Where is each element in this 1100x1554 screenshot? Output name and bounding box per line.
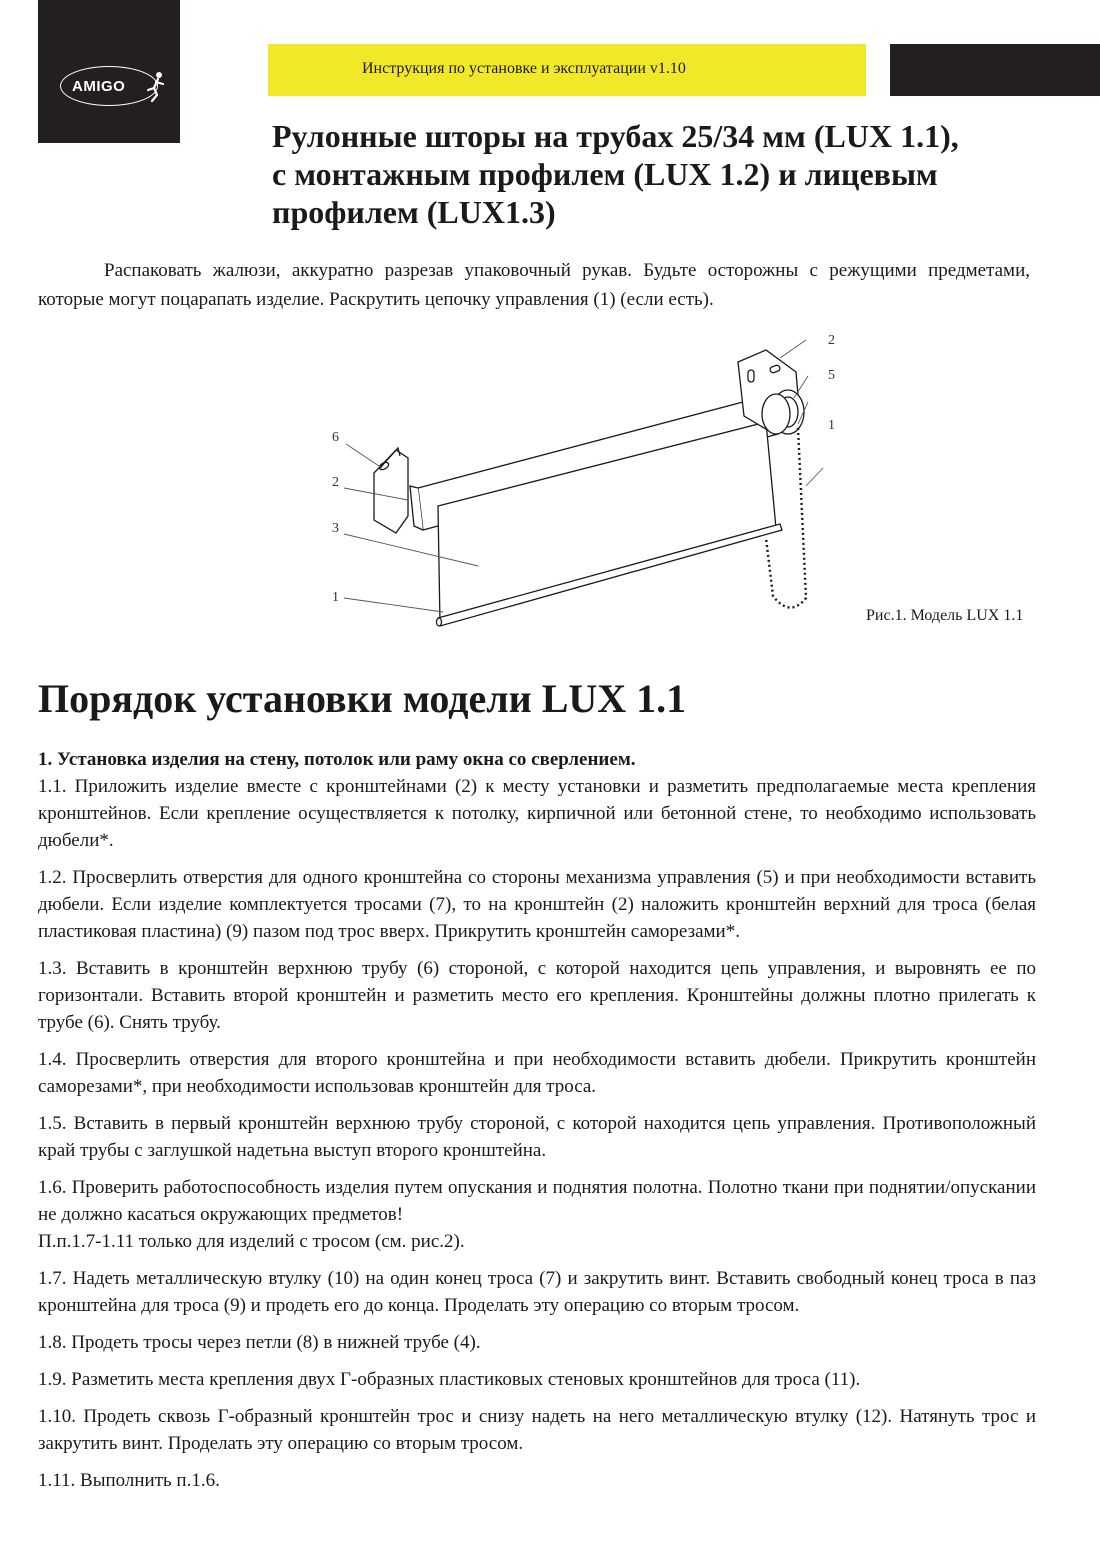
header-black-bar — [890, 44, 1100, 96]
runner-figure-icon — [142, 70, 168, 104]
step-paragraph: 1.10. Продеть сквозь Г-образный кронштейн трос и снизу надеть на него металлическую втулку (12). Натянуть трос и закрутить винт. Проделать эту операцию со вторым тросом. — [38, 1406, 1036, 1454]
figure-label-right: 2 — [828, 333, 835, 348]
logo-text: AMIGO — [72, 78, 126, 95]
figure-label-left: 1 — [332, 590, 339, 605]
step-paragraph: 1.3. Вставить в кронштейн верхнюю трубу (6) стороной, с которой находится цепь управления, и выровнять ее по горизонтали. Вставить второй кронштейн и разметить место его крепления. Кронштейны должны плотно прилегать к трубе (6). Снять трубу. — [38, 958, 1036, 1033]
step-paragraph: 1.1. Приложить изделие вместе с кронштейнами (2) к месту установки и разметить предполагаемые места крепления кронштейнов. Если крепление осуществляется к потолку, кирпичной или бетонной стене, то необходимо использовать дюбели*. — [38, 776, 1036, 851]
step-paragraph: 1.6. Проверить работоспособность изделия путем опускания и поднятия полотна. Полотно ткани при поднятии/опускании не должно касаться окружающих предметов! — [38, 1177, 1036, 1225]
step-paragraph: 1.5. Вставить в первый кронштейн верхнюю трубу стороной, с которой находится цепь управления. Противоположный край трубы с заглушкой надетьна выступ второго кронштейна. — [38, 1113, 1036, 1161]
figure-label-left: 6 — [332, 430, 339, 445]
step-paragraph: 1.9. Разметить места крепления двух Г-образных пластиковых стеновых кронштейнов для троса (11). — [38, 1369, 861, 1390]
step-paragraph: 1.8. Продеть тросы через петли (8) в нижней трубе (4). — [38, 1332, 481, 1353]
instructions-body — [38, 746, 1036, 1504]
title-line: с монтажным профилем (LUX 1.2) и лицевым — [272, 156, 938, 192]
figure-label-left: 3 — [332, 521, 339, 536]
header-banner-text: Инструкция по установке и эксплуатации v1.10 — [362, 60, 686, 77]
header-banner — [268, 44, 866, 96]
step-paragraph: 1.2. Просверлить отверстия для одного кронштейна со стороны механизма управления (5) и при необходимости вставить дюбели. Если изделие комплектуется тросами (7), то на кронштейн (2) наложить кронштейн верхний для троса (белая пластиковая пластина) (9) пазом под трос вверх. Прикрутить кронштейн саморезами*. — [38, 867, 1036, 942]
section-title: Порядок установки модели LUX 1.1 — [38, 676, 687, 721]
intro-paragraph: Распаковать жалюзи, аккуратно разрезав упаковочный рукав. Будьте осторожны с режущими предметами, которые могут поцарапать изделие. Раскрутить цепочку управления (1) (если есть). — [38, 260, 1030, 310]
step-paragraph: 1.11. Выполнить п.1.6. — [38, 1470, 220, 1491]
title-line: профилем (LUX1.3) — [272, 194, 556, 230]
step-note: П.п.1.7-1.11 только для изделий с тросом (см. рис.2). — [38, 1231, 465, 1252]
figure-caption: Рис.1. Модель LUX 1.1 — [866, 607, 1024, 624]
document-title — [272, 117, 1052, 231]
left-bracket — [374, 448, 408, 533]
step-paragraph: 1.4. Просверлить отверстия для второго кронштейна и при необходимости вставить дюбели. Прикрутить кронштейн саморезами*, при необходимости использовав кронштейн для троса. — [38, 1049, 1036, 1097]
logo — [38, 0, 180, 143]
figure-label-right: 5 — [828, 368, 835, 383]
step-paragraph: 1.7. Надеть металлическую втулку (10) на один конец троса (7) и закрутить винт. Вставить свободный конец троса в паз кронштейна для троса (9) и продеть его до конца. Проделать эту операцию со вторым тросом. — [38, 1268, 1036, 1316]
step-subheading: 1. Установка изделия на стену, потолок или раму окна со сверлением. — [38, 749, 636, 770]
roller-blind-illustration — [318, 328, 858, 638]
figure-label-left: 2 — [332, 475, 339, 490]
title-line: Рулонные шторы на трубах 25/34 мм (LUX 1.1), — [272, 118, 959, 154]
figure-label-right: 1 — [828, 418, 835, 433]
